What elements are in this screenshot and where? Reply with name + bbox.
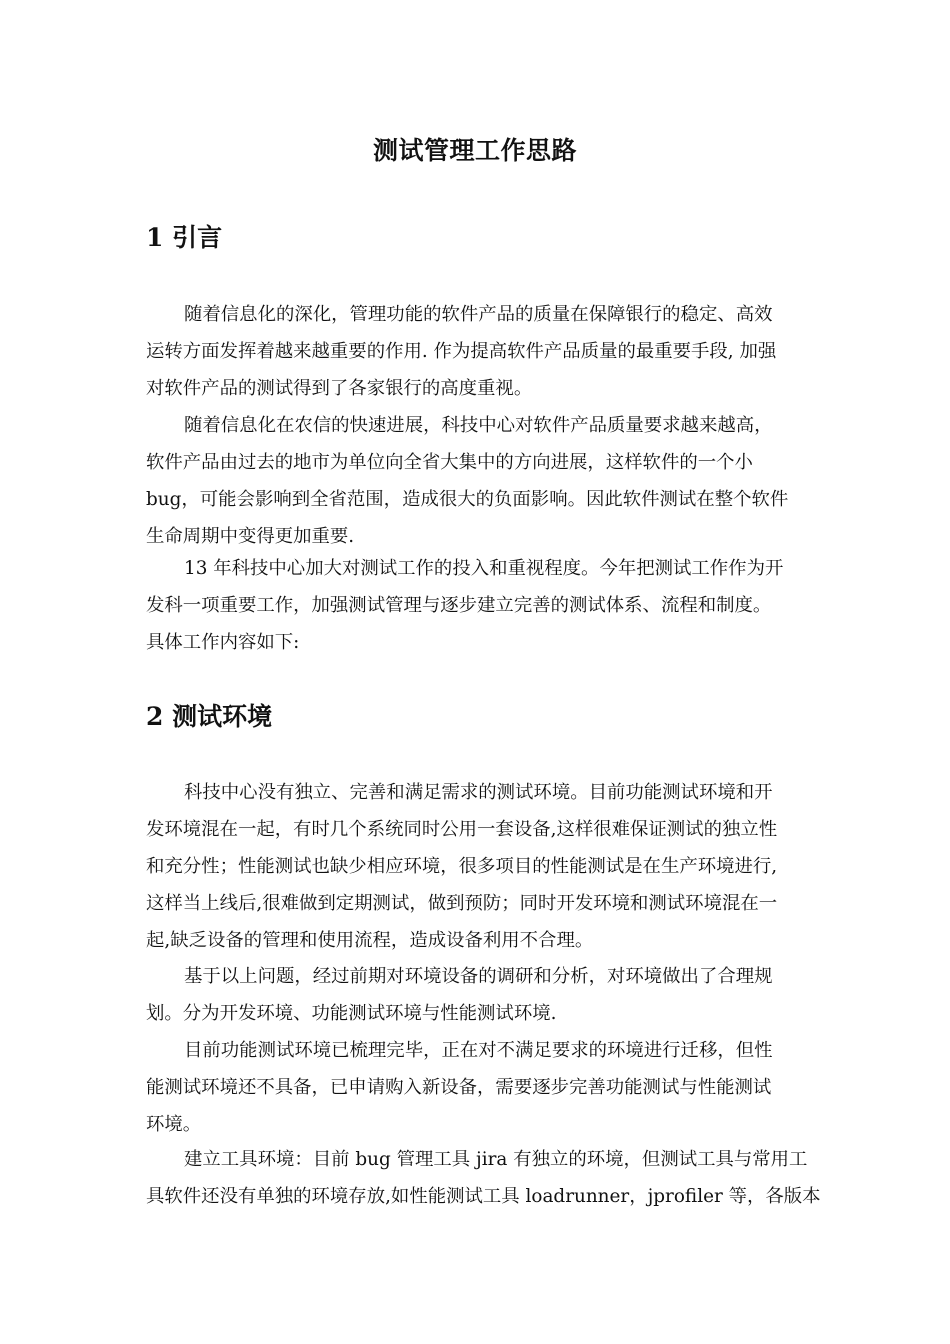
paragraph-line: 对软件产品的测试得到了各家银行的高度重视。 [146,378,533,399]
paragraph-line: 这样当上线后,很难做到定期测试，做到预防；同时开发环境和测试环境混在一 [146,893,778,914]
section-heading-test-environment: 2 测试环境 [146,702,273,731]
paragraph-line: 能测试环境还不具备，已申请购入新设备，需要逐步完善功能测试与性能测试 [146,1077,772,1098]
section-heading-introduction: 1 引言 [146,223,223,252]
paragraph-line: 环境。 [146,1114,202,1135]
paragraph [146,958,810,1032]
paragraph-line: 运转方面发挥着越来越重要的作用. 作为提高软件产品质量的最重要手段, 加强 [146,341,777,362]
paragraph-line: 目前功能测试环境已梳理完毕，正在对不满足要求的环境进行迁移，但性 [184,1040,773,1061]
paragraph-line: 划。分为开发环境、功能测试环境与性能测试环境. [146,1003,557,1024]
paragraph [146,550,810,661]
paragraph [146,296,810,407]
paragraph-line: 具体工作内容如下: [146,632,300,653]
paragraph-line: bug，可能会影响到全省范围，造成很大的负面影响。因此软件测试在整个软件 [146,489,789,510]
paragraph-line: 建立工具环境：目前 bug 管理工具 jira 有独立的环境，但测试工具与常用工 [184,1149,808,1170]
paragraph-line: 发科一项重要工作，加强测试管理与逐步建立完善的测试体系、流程和制度。 [146,595,772,616]
paragraph [146,774,810,959]
document-title: 测试管理工作思路 [372,136,577,165]
paragraph-line: 和充分性；性能测试也缺少相应环境，很多项目的性能测试是在生产环境进行, [146,856,778,877]
paragraph-line: 软件产品由过去的地市为单位向全省大集中的方向进展，这样软件的一个小 [146,452,753,473]
paragraph-line: 起,缺乏设备的管理和使用流程，造成设备利用不合理。 [146,930,594,951]
paragraph-line: 13 年科技中心加大对测试工作的投入和重视程度。今年把测试工作作为开 [184,558,784,579]
paragraph-line: 随着信息化的深化，管理功能的软件产品的质量在保障银行的稳定、高效 [184,304,773,325]
paragraph [146,407,810,555]
paragraph-line: 生命周期中变得更加重要. [146,526,355,547]
paragraph-line: 科技中心没有独立、完善和满足需求的测试环境。目前功能测试环境和开 [184,782,773,803]
paragraph-line: 基于以上问题，经过前期对环境设备的调研和分析，对环境做出了合理规 [184,966,773,987]
paragraph-line: 随着信息化在农信的快速进展，科技中心对软件产品质量要求越来越高， [184,415,773,436]
paragraph [146,1141,821,1215]
paragraph-line: 具软件还没有单独的环境存放,如性能测试工具 loadrunner，jprofiler 等，各版本 [146,1186,821,1207]
paragraph [146,1032,810,1143]
paragraph-line: 发环境混在一起，有时几个系统同时公用一套设备,这样很难保证测试的独立性 [146,819,778,840]
